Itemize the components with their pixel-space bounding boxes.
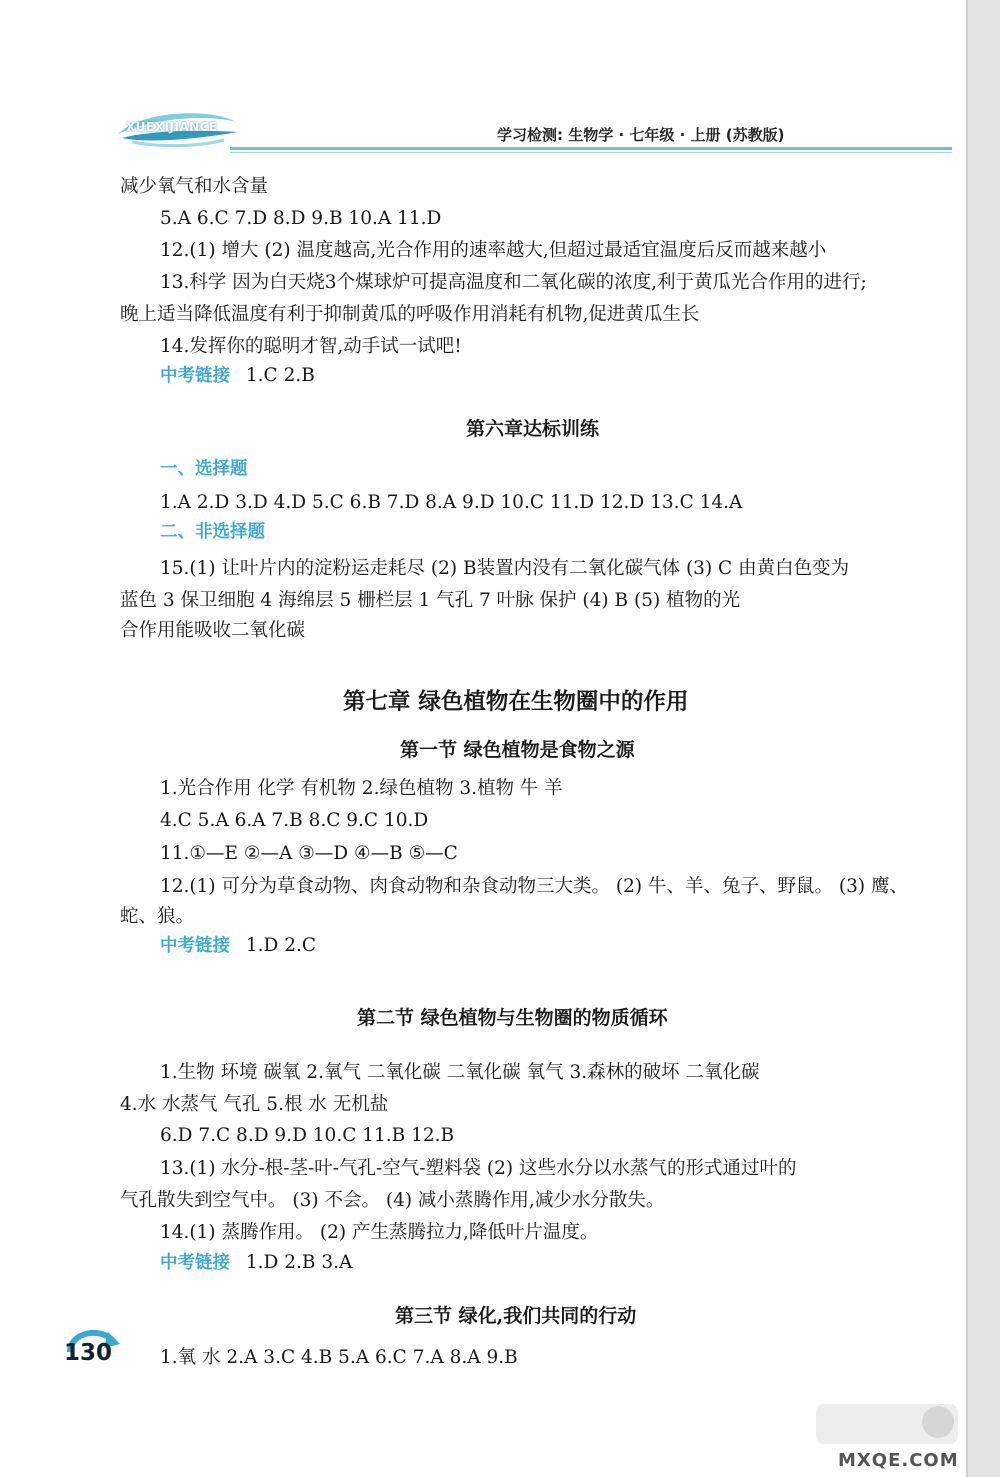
header-rule-thin bbox=[230, 152, 952, 153]
exam-link-row bbox=[160, 367, 315, 386]
answer-line: 12.(1) 增大 (2) 温度越高,光合作用的速率越大,但超过最适宜温度后反而越来越小 bbox=[160, 240, 827, 261]
answer-line: 15.(1) 让叶片内的淀粉运走耗尽 (2) B装置内没有二氧化碳气体 (3) C 由黄白色变为 bbox=[160, 558, 850, 579]
answer-line: 蓝色 3 保卫细胞 4 海绵层 5 栅栏层 1 气孔 7 叶脉 保护 (4) B (5) 植物的光 bbox=[120, 590, 741, 611]
exam-link-answers: 1.D 2.B 3.A bbox=[245, 1252, 353, 1273]
header-rule bbox=[230, 147, 952, 150]
answer-line: 减少氧气和水含量 bbox=[120, 176, 269, 197]
exam-link-label: 中考链接 bbox=[160, 1253, 230, 1273]
nonchoice-label: 二、非选择题 bbox=[160, 522, 265, 542]
answer-line: 合作用能吸收二氧化碳 bbox=[120, 620, 306, 641]
answer-line: 1.光合作用 化学 有机物 2.绿色植物 3.植物 牛 羊 bbox=[160, 778, 563, 799]
header-title: 学习检测: 生物学 · 七年级 · 上册 (苏教版) bbox=[497, 126, 785, 144]
section-title: 第二节 绿色植物与生物圈的物质循环 bbox=[357, 1007, 668, 1029]
page-edge-line bbox=[966, 0, 968, 1477]
exam-link-answers: 1.D 2.C bbox=[245, 935, 317, 956]
answer-line: 6.D 7.C 8.D 9.D 10.C 11.B 12.B bbox=[160, 1125, 455, 1146]
answer-line: 13.科学 因为白天烧3个煤球炉可提高温度和二氧化碳的浓度,利于黄瓜光合作用的进行; bbox=[160, 272, 867, 293]
answer-line: 4.水 水蒸气 气孔 5.根 水 无机盐 bbox=[120, 1094, 389, 1115]
exam-link-label: 中考链接 bbox=[160, 936, 230, 956]
answer-line: 13.(1) 水分-根-茎-叶-气孔-空气-塑料袋 (2) 这些水分以水蒸气的形式通过叶的 bbox=[160, 1158, 797, 1179]
answer-line: 5.A 6.C 7.D 8.D 9.B 10.A 11.D bbox=[160, 208, 442, 229]
exam-link-row bbox=[160, 937, 316, 956]
exam-link-row bbox=[160, 1254, 352, 1273]
answer-line: 1.氧 水 2.A 3.C 4.B 5.A 6.C 7.A 8.A 9.B bbox=[160, 1347, 518, 1368]
exam-link-answers: 1.C 2.B bbox=[245, 365, 315, 386]
answer-line: 14.发挥你的聪明才智,动手试一试吧! bbox=[160, 336, 462, 357]
exam-link-label: 中考链接 bbox=[160, 366, 230, 386]
answer-line: 12.(1) 可分为草食动物、肉食动物和杂食动物三大类。 (2) 牛、羊、兔子、野鼠。 (3) 鹰、 bbox=[160, 876, 908, 897]
answer-line: 11.①—E ②—A ③—D ④—B ⑤—C bbox=[160, 843, 458, 864]
answer-line: 14.(1) 蒸腾作用。 (2) 产生蒸腾拉力,降低叶片温度。 bbox=[160, 1222, 599, 1243]
choice-label: 一、选择题 bbox=[160, 459, 248, 479]
answer-line: 1.生物 环境 碳氧 2.氧气 二氧化碳 二氧化碳 氧气 3.森林的破坏 二氧化碳 bbox=[160, 1062, 760, 1083]
section-title: 第六章达标训练 bbox=[466, 418, 600, 440]
answer-line: 1.A 2.D 3.D 4.D 5.C 6.B 7.D 8.A 9.D 10.C 11.D 12.D 13.C 14.A bbox=[160, 492, 743, 513]
section-title: 第三节 绿化,我们共同的行动 bbox=[395, 1305, 637, 1327]
answer-line: 4.C 5.A 6.A 7.B 8.C 9.C 10.D bbox=[160, 810, 429, 831]
chapter-title: 第七章 绿色植物在生物圈中的作用 bbox=[343, 689, 689, 715]
answer-line: 气孔散失到空气中。 (3) 不会。 (4) 减小蒸腾作用,减少水分散失。 bbox=[120, 1190, 665, 1211]
section-title: 第一节 绿色植物是食物之源 bbox=[400, 739, 635, 761]
answer-line: 蛇、狼。 bbox=[120, 906, 195, 927]
page-edge-strip bbox=[968, 0, 1000, 1477]
page-number: 130 bbox=[64, 1340, 113, 1366]
answer-line: 晚上适当降低温度有利于抑制黄瓜的呼吸作用消耗有机物,促进黄瓜生长 bbox=[120, 304, 700, 325]
watermark-text: MXQE.COM bbox=[838, 1450, 959, 1471]
logo-text: XUEXIJIANCE bbox=[126, 120, 218, 134]
